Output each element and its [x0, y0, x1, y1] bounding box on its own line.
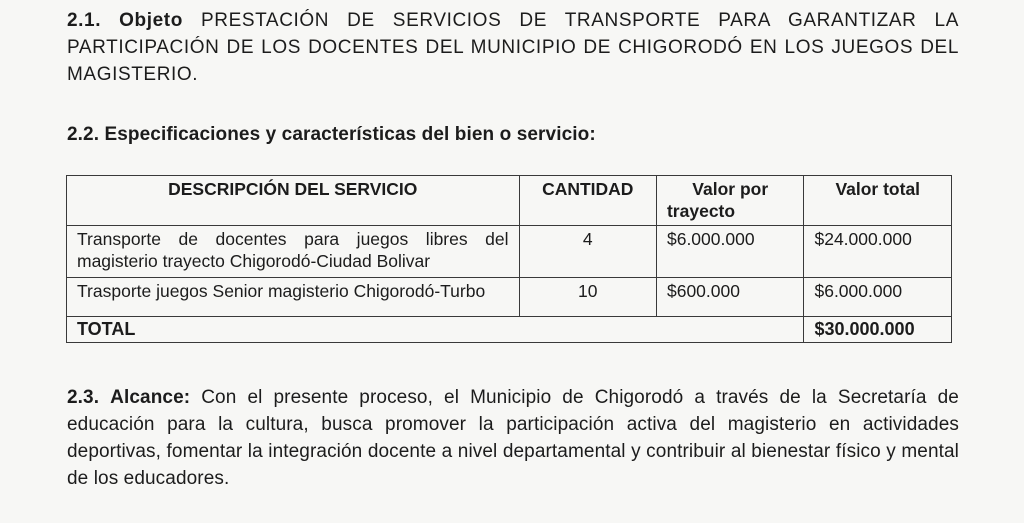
section-scope-label: Alcance [110, 387, 184, 408]
table-total-row [67, 317, 952, 343]
section-scope: 2.3. Alcance: Con el presente proceso, el Municipio de Chigorodó a través de la Secretaría de educación para la cultura, busca promover la participación activa del magisterio en actividades deportivas, fomentar la integración docente a nivel departamental y contribuir al bienestar físico y mental de los educadores. [67, 387, 959, 489]
table-row [67, 278, 952, 317]
header-quantity: CANTIDAD [519, 176, 656, 226]
table-header-row [67, 176, 952, 226]
row-quantity: 4 [519, 226, 656, 278]
table-row [67, 226, 952, 278]
header-total-value: Valor total [804, 176, 952, 226]
section-scope-number: 2.3. [67, 387, 100, 408]
row-description: Trasporte juegos Senior magisterio Chigorodó-Turbo [67, 278, 520, 317]
section-object-label: Objeto [119, 10, 183, 31]
header-unit-value: Valor por trayecto [656, 176, 804, 226]
row-unit-value: $6.000.000 [656, 226, 804, 278]
row-total-value: $24.000.000 [804, 226, 952, 278]
section-object-number: 2.1. [67, 10, 102, 31]
row-unit-value: $600.000 [656, 278, 804, 317]
section-object-text: PRESTACIÓN DE SERVICIOS DE TRANSPORTE PARA GARANTIZAR LA PARTICIPACIÓN DE LOS DOCENTES DEL MUNICIPIO DE CHIGORODÓ EN LOS JUEGOS DEL MAGISTERIO. [67, 10, 959, 85]
row-total-value: $6.000.000 [804, 278, 952, 317]
section-specifications-heading: 2.2. Especificaciones y características del bien o servicio: [67, 124, 596, 145]
section-scope-text: Con el presente proceso, el Municipio de Chigorodó a través de la Secretaría de educación para la cultura, busca promover la participación activa del magisterio en actividades deportivas, fomentar la integración docente a nivel departamental y contribuir al bienestar físico y mental de los educadores. [67, 387, 959, 489]
row-description: Transporte de docentes para juegos libres del magisterio trayecto Chigorodó-Ciudad Bolivar [67, 226, 520, 278]
row-quantity: 10 [519, 278, 656, 317]
total-label: TOTAL [67, 317, 804, 343]
total-value: $30.000.000 [804, 317, 952, 343]
services-table [66, 175, 952, 343]
section-object [67, 7, 959, 88]
header-description: DESCRIPCIÓN DEL SERVICIO [67, 176, 520, 226]
